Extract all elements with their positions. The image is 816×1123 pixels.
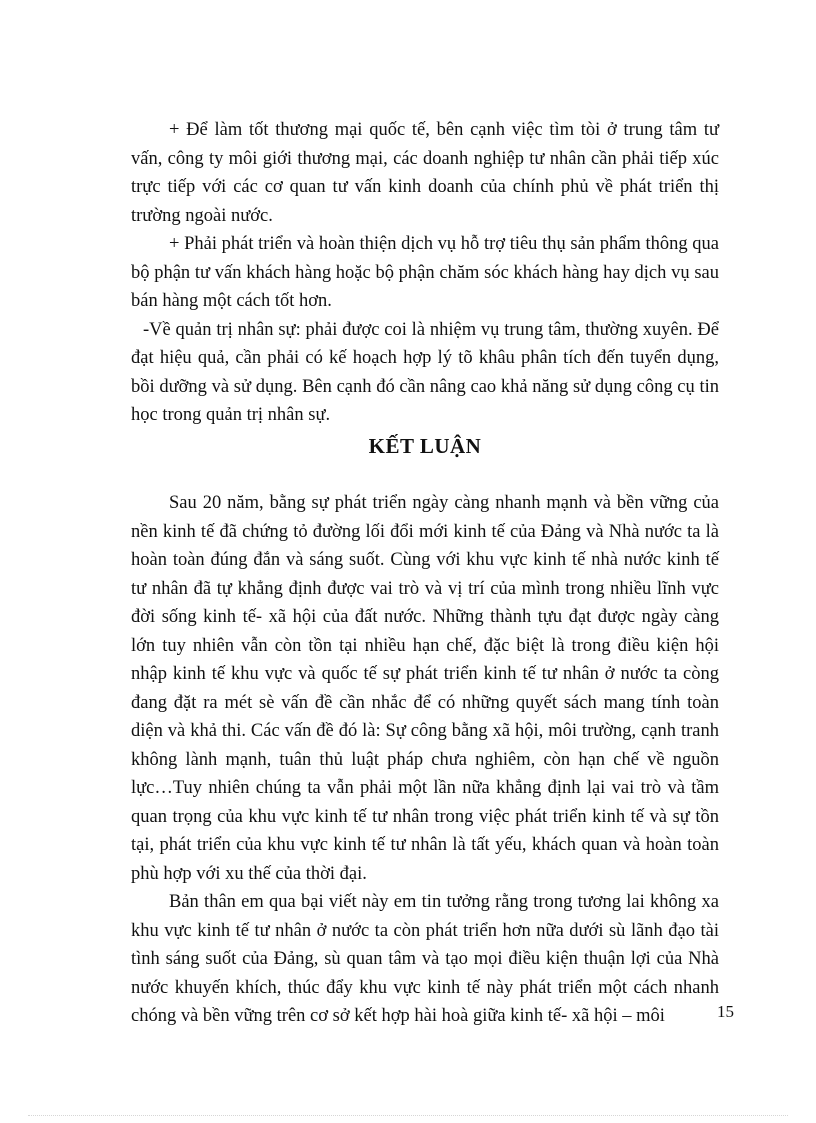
page-bottom-divider <box>28 1115 788 1116</box>
paragraph-human-resources: -Về quản trị nhân sự: phải được coi là nhiệm vụ trung tâm, thường xuyên. Để đạt hiệu quả, cần phải có kế hoạch hợp lý tõ khâu phân tích đến tuyển dụng, bồi dưỡng và sử dụng. Bên cạnh đó cần nâng cao khả năng sử dụng công cụ tin học trong quản trị nhân sự. <box>131 319 719 425</box>
section-heading-conclusion: KẾT LUẬN <box>368 434 482 458</box>
paragraph-conclusion-main: Sau 20 năm, bằng sự phát triển ngày càng nhanh mạnh và bền vững của nền kinh tế đã chứng tỏ đường lối đổi mới kinh tế của Đảng và Nhà nước ta là hoàn toàn đúng đắn và sáng suốt. Cùng với khu vực kinh tế nhà nước kinh tế tư nhân đã tự khẳng định được vai trò và vị trí của mình trong nhiều lĩnh vực đời sống kinh tế- xã hội của đất nước. Những thành tựu đạt được ngày càng lớn tuy nhiên vẫn còn tồn tại nhiều hạn chế, đặc biệt là trong điều kiện hội nhập kinh tế khu vực và quốc tế sự phát triển kinh tế tư nhân ở nước ta còng đang đặt ra mét sè vấn đề cần nhắc để có những quyết sách mang tính toàn diện và khả thi. Các vấn đề đó là: Sự công bằng xã hội, môi trường, cạnh tranh không lành mạnh, tuân thủ luật pháp chưa nghiêm, còn hạn chế về nguồn lực…Tuy nhiên chúng ta vẫn phải một lần nữa khẳng định lại vai trò và tầm quan trọng của khu vực kinh tế tư nhân trong việc phát triển kinh tế và sự tồn tại, phát triển của khu vực kinh tế tư nhân là tất yếu, khách quan và hoàn toàn phù hợp với xu thế của thời đại. <box>131 493 719 884</box>
paragraph-international-trade: + Để làm tốt thương mại quốc tế, bên cạnh việc tìm tòi ở trung tâm tư vấn, công ty môi giới thương mại, các doanh nghiệp tư nhân cần phải tiếp xúc trực tiếp với các cơ quan tư vấn kinh doanh của chính phủ về phát triển thị trường ngoài nước. <box>131 120 719 226</box>
page-number: 15 <box>717 1002 734 1021</box>
body-section-recommendations <box>131 116 719 430</box>
paragraph-conclusion-outlook: Bản thân em qua bại viết này em tin tưởng rằng trong tương lai không xa khu vực kinh tế tư nhân ở nước ta còn phát triển hơn nữa dưới sù lãnh đạo tài tình sáng suốt của Đảng, sù quan tâm và tạo mọi điều kiện thuận lợi của Nhà nước khuyến khích, thúc đẩy khu vực kinh tế này phát triển một cách nhanh chóng và bền vững trên cơ sở kết hợp hài hoà giữa kinh tế- xã hội – môi <box>131 892 719 1026</box>
body-section-conclusion <box>131 489 719 1031</box>
paragraph-customer-service: + Phải phát triển và hoàn thiện dịch vụ hỗ trợ tiêu thụ sản phẩm thông qua bộ phận tư vấn khách hàng hoặc bộ phận chăm sóc khách hàng hay dịch vụ sau bán hàng một cách tốt hơn. <box>131 234 719 311</box>
